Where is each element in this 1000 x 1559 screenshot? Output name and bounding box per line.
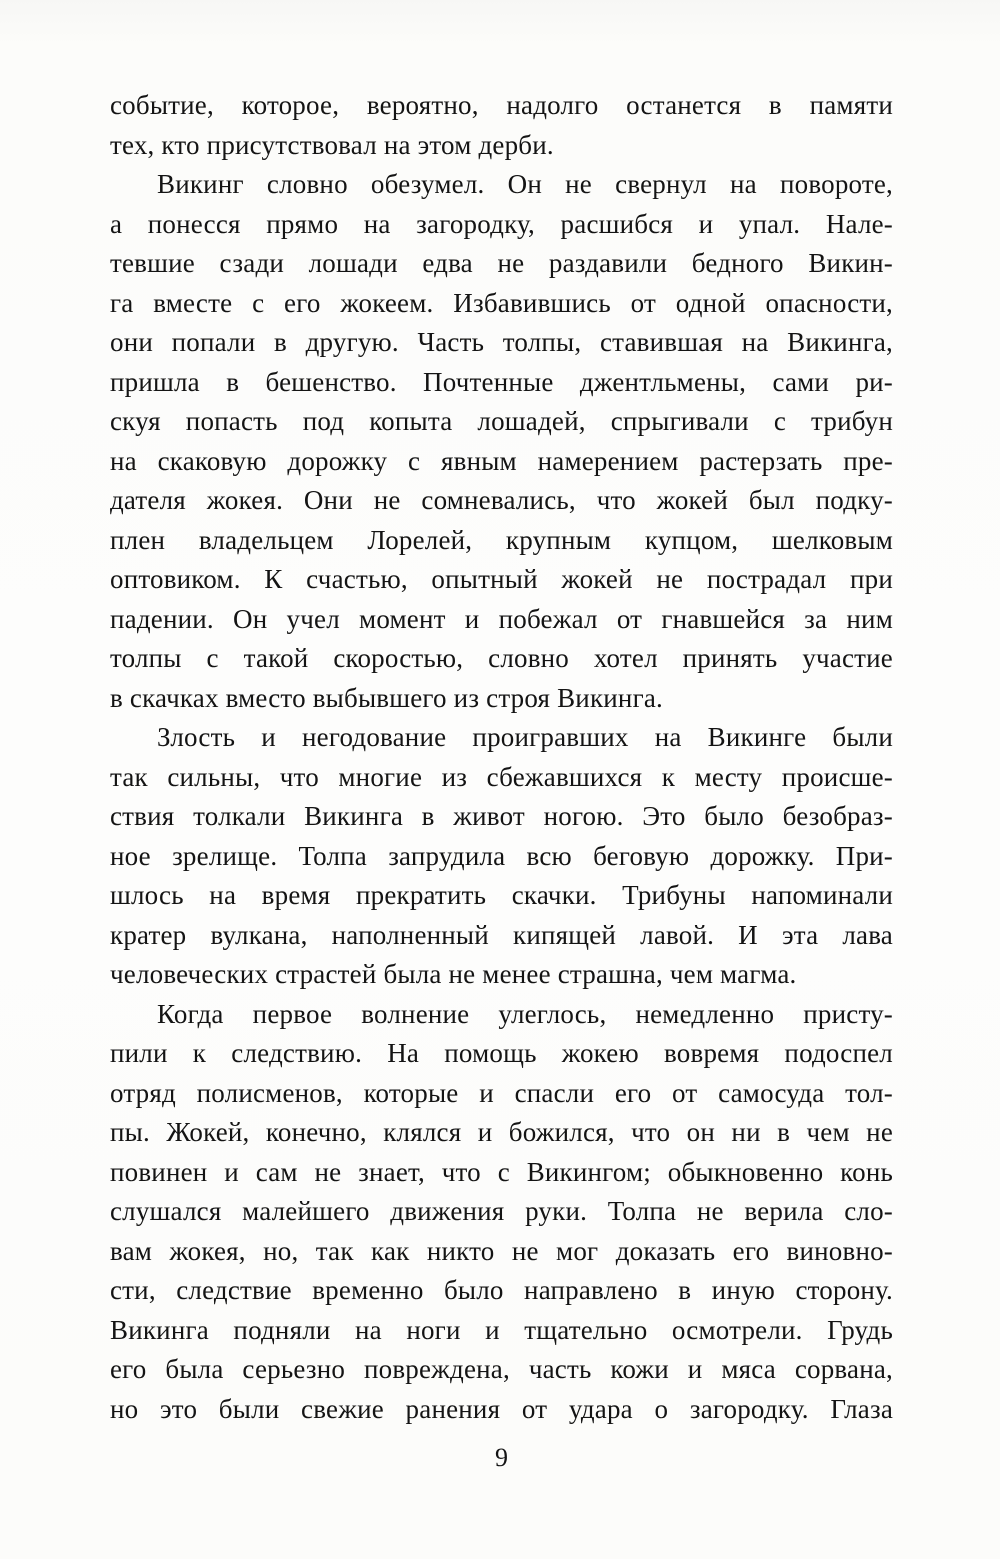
text-line: на скаковую дорожку с явным намерением растерзать пре- (110, 445, 893, 476)
text-line: ствия толкали Викинга в живот ногою. Это было безобраз- (110, 801, 893, 831)
text-line: ное зрелище. Толпа запрудила всю беговую дорожку. При- (110, 840, 893, 871)
text-line: но это были свежие ранения от удара о загородку. Глаза (110, 1393, 893, 1424)
text-line: кратер вулкана, наполненный кипящей лавой. И эта лава (110, 919, 893, 950)
text-line: га вместе с его жокеем. Избавившись от одной опасности, (110, 287, 893, 318)
text-line: человеческих страстей была не менее страшна, чем магма. (110, 959, 797, 989)
page-number: 9 (495, 1443, 508, 1472)
text-line: а понесся прямо на загородку, расшибся и упал. Нале- (110, 208, 893, 239)
page-text (110, 86, 893, 1429)
text-line: они попали в другую. Часть толпы, ставившая на Викинга, (110, 327, 893, 357)
text-line: толпы с такой скоростью, словно хотел принять участие (110, 643, 893, 673)
text-line: Злость и негодование проигравших на Викинге были (157, 722, 893, 752)
text-line: шлось на время прекратить скачки. Трибуны напоминали (110, 880, 893, 910)
text-line: тевшие сзади лошади едва не раздавили бедного Викин- (110, 248, 893, 278)
text-line: Викинг словно обезумел. Он не свернул на повороте, (157, 169, 893, 199)
text-line: плен владельцем Лорелей, крупным купцом, шелковым (110, 524, 893, 555)
text-line: скуя попасть под копыта лошадей, спрыгивали с трибун (110, 406, 893, 436)
text-line: пы. Жокей, конечно, клялся и божился, что он ни в чем не (110, 1117, 893, 1147)
text-line: дателя жокея. Они не сомневались, что жокей был подку- (110, 485, 893, 515)
text-line: сти, следствие временно было направлено в иную сторону. (110, 1275, 893, 1305)
text-line: пришла в бешенство. Почтенные джентльмены, сами ри- (110, 366, 893, 397)
text-line: повинен и сам не знает, что с Викингом; обыкновенно конь (110, 1156, 893, 1187)
text-line: в скачках вместо выбывшего из строя Викинга. (110, 682, 663, 713)
text-line: вам жокея, но, так как никто не мог доказать его виновно- (110, 1235, 893, 1266)
text-line: Когда первое волнение улеглось, немедленно присту- (157, 998, 893, 1029)
text-line: оптовиком. К счастью, опытный жокей не пострадал при (110, 564, 893, 594)
text-line: слушался малейшего движения руки. Толпа не верила сло- (110, 1196, 893, 1226)
text-line: пили к следствию. На помощь жокею вовремя подоспел (110, 1038, 893, 1068)
text-line: падении. Он учел момент и побежал от гнавшейся за ним (110, 603, 893, 634)
text-line: так сильны, что многие из сбежавшихся к месту происше- (110, 761, 893, 792)
text-line: его была серьезно повреждена, часть кожи и мяса сорвана, (110, 1354, 893, 1384)
text-line: событие, которое, вероятно, надолго останется в памяти (110, 90, 893, 120)
text-line: отряд полисменов, которые и спасли его от самосуда тол- (110, 1077, 893, 1108)
text-line: тех, кто присутствовал на этом дерби. (110, 129, 554, 160)
text-line: Викинга подняли на ноги и тщательно осмотрели. Грудь (110, 1314, 893, 1345)
